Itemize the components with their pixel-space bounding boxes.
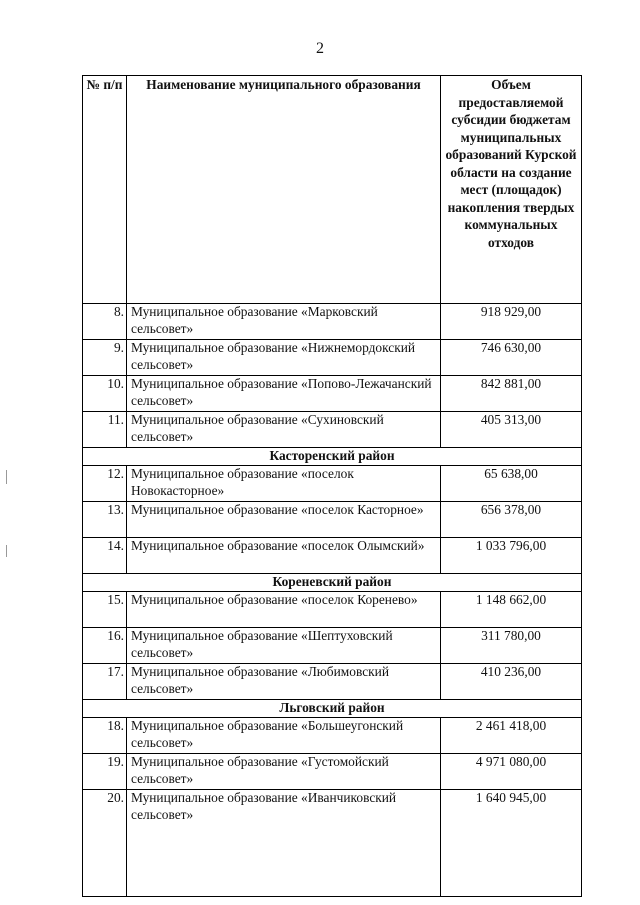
table-row [83, 466, 582, 502]
empty-cell [127, 825, 441, 897]
row-number: 8. [83, 304, 127, 340]
subsidy-amount: 1 640 945,00 [441, 790, 582, 826]
municipality-name: Муниципальное образование «поселок Касторное» [127, 502, 441, 538]
table-row [83, 376, 582, 412]
district-name: Льговский район [83, 700, 582, 718]
row-number: 10. [83, 376, 127, 412]
table-row [83, 304, 582, 340]
district-name: Касторенский район [83, 448, 582, 466]
subsidy-amount: 405 313,00 [441, 412, 582, 448]
municipality-name: Муниципальное образование «поселок Олымский» [127, 538, 441, 574]
subsidy-amount: 656 378,00 [441, 502, 582, 538]
row-number: 16. [83, 628, 127, 664]
district-row [83, 700, 582, 718]
municipality-name: Муниципальное образование «Нижнемордокский сельсовет» [127, 340, 441, 376]
subsidy-amount: 2 461 418,00 [441, 718, 582, 754]
scan-edge-mark [6, 470, 7, 484]
municipality-name: Муниципальное образование «поселок Коренево» [127, 592, 441, 628]
subsidy-amount: 746 630,00 [441, 340, 582, 376]
municipality-name: Муниципальное образование «Шептуховский сельсовет» [127, 628, 441, 664]
subsidy-amount: 1 033 796,00 [441, 538, 582, 574]
table-empty-space [83, 825, 582, 897]
header-number: № п/п [83, 76, 127, 304]
subsidy-amount: 311 780,00 [441, 628, 582, 664]
row-number: 13. [83, 502, 127, 538]
district-name: Кореневский район [83, 574, 582, 592]
row-number: 17. [83, 664, 127, 700]
empty-cell [441, 825, 582, 897]
header-municipality-name: Наименование муниципального образования [127, 76, 441, 304]
row-number: 12. [83, 466, 127, 502]
table-row [83, 502, 582, 538]
subsidy-table [82, 75, 582, 897]
municipality-name: Муниципальное образование «поселок Новокасторное» [127, 466, 441, 502]
table-header-row [83, 76, 582, 304]
subsidy-amount: 842 881,00 [441, 376, 582, 412]
table-row [83, 592, 582, 628]
row-number: 9. [83, 340, 127, 376]
district-row [83, 574, 582, 592]
subsidy-amount: 4 971 080,00 [441, 754, 582, 790]
table-row [83, 340, 582, 376]
district-row [83, 448, 582, 466]
page-number: 2 [316, 40, 324, 57]
table-row [83, 754, 582, 790]
table-row [83, 790, 582, 826]
municipality-name: Муниципальное образование «Любимовский сельсовет» [127, 664, 441, 700]
empty-cell [83, 825, 127, 897]
subsidy-amount: 918 929,00 [441, 304, 582, 340]
table-row [83, 538, 582, 574]
row-number: 11. [83, 412, 127, 448]
municipality-name: Муниципальное образование «Иванчиковский сельсовет» [127, 790, 441, 826]
municipality-name: Муниципальное образование «Попово-Лежачанский сельсовет» [127, 376, 441, 412]
municipality-name: Муниципальное образование «Сухиновский сельсовет» [127, 412, 441, 448]
subsidy-amount: 65 638,00 [441, 466, 582, 502]
municipality-name: Муниципальное образование «Марковский сельсовет» [127, 304, 441, 340]
table-row [83, 628, 582, 664]
header-subsidy-amount: Объем предоставляемой субсидии бюджетам муниципальных образований Курской области на создание мест (площадок) накопления твердых коммунальных отходов [441, 76, 582, 304]
table-row [83, 664, 582, 700]
subsidy-amount: 410 236,00 [441, 664, 582, 700]
table-row [83, 718, 582, 754]
municipality-name: Муниципальное образование «Густомойский сельсовет» [127, 754, 441, 790]
table-row [83, 412, 582, 448]
subsidy-amount: 1 148 662,00 [441, 592, 582, 628]
row-number: 14. [83, 538, 127, 574]
row-number: 18. [83, 718, 127, 754]
row-number: 15. [83, 592, 127, 628]
scan-edge-mark [6, 545, 7, 557]
row-number: 20. [83, 790, 127, 826]
row-number: 19. [83, 754, 127, 790]
municipality-name: Муниципальное образование «Большеугонский сельсовет» [127, 718, 441, 754]
table-body [83, 304, 582, 897]
